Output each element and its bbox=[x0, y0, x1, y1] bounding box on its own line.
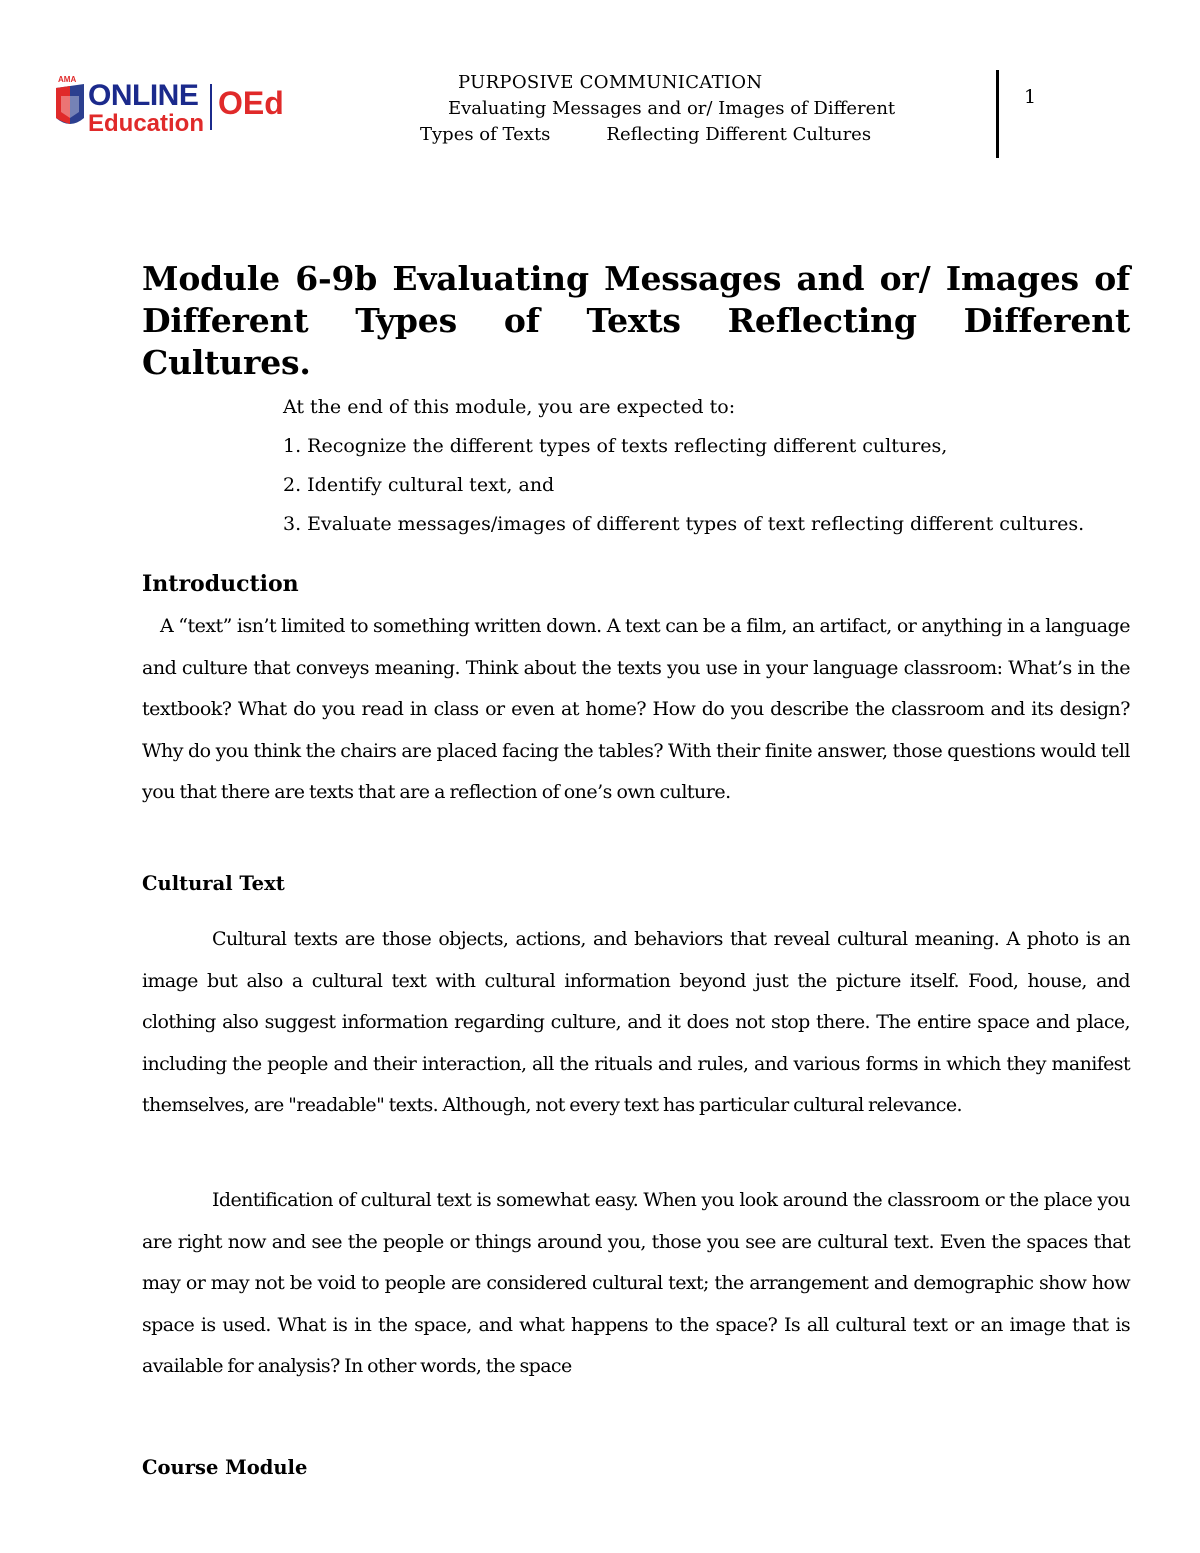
brand-top: ONLINE bbox=[88, 79, 199, 112]
shield-text: AMA bbox=[58, 75, 77, 84]
header-subtitle-line2 bbox=[420, 124, 871, 145]
online-education-logo bbox=[52, 72, 292, 136]
module-title: Module 6-9b Evaluating Messages and or/ Images of Different Types of Texts Reflecting Different Cultures. bbox=[142, 259, 1130, 382]
page-number: 1 bbox=[1024, 86, 1037, 108]
cultural-text-heading: Cultural Text bbox=[142, 872, 285, 895]
brand-bottom: Education bbox=[88, 110, 205, 136]
objective-item: 2. Identify cultural text, and bbox=[283, 474, 555, 496]
objectives-intro: At the end of this module, you are expected to: bbox=[283, 396, 736, 418]
introduction-paragraph: A “text” isn’t limited to something written down. A text can be a film, an artifact, or anything in a language and culture that conveys meaning. Think about the texts you use in your language classroom: What’s in the textbook? What do you read in class or even at home? How do you describe the classroom and its design? Why do you think the chairs are placed facing the tables? With their finite answer, those questions would tell you that there are texts that are a reflection of one’s own culture. bbox=[142, 615, 1130, 803]
brand-short: OEd bbox=[218, 85, 284, 121]
brand-divider bbox=[210, 84, 212, 130]
cultural-text-paragraph-2: Identification of cultural text is somewhat easy. When you look around the classroom or the place you are right now and see the people or things around you, those you see are cultural text. Even the spaces that may or may not be void to people are considered cultural text; the arrangement and demographic show how space is used. What is in the space, and what happens to the space? Is all cultural text or an image that is available for analysis? In other words, the space bbox=[142, 1189, 1130, 1377]
cultural-text-paragraph-1: Cultural texts are those objects, actions, and behaviors that reveal cultural meaning. A photo is an image but also a cultural text with cultural information beyond just the picture itself. Food, house, and clothing also suggest information regarding culture, and it does not stop there. The entire space and place, including the people and their interaction, all the rituals and rules, and various forms in which they manifest themselves, are "readable" texts. Although, not every text has particular cultural relevance. bbox=[142, 928, 1130, 1116]
objective-item: 1. Recognize the different types of texts reflecting different cultures, bbox=[283, 435, 948, 457]
footer-label: Course Module bbox=[142, 1456, 308, 1479]
introduction-heading: Introduction bbox=[142, 571, 299, 597]
learning-objectives bbox=[283, 392, 1084, 548]
shield-icon bbox=[56, 75, 84, 124]
header-divider bbox=[996, 70, 999, 158]
header-subtitle-right: Reflecting Different Cultures bbox=[606, 124, 872, 145]
objective-item: 3. Evaluate messages/images of different types of text reflecting different cultures. bbox=[283, 513, 1085, 535]
header-course: PURPOSIVE COMMUNICATION bbox=[458, 72, 763, 93]
header-subtitle-line1: Evaluating Messages and or/ Images of Different bbox=[448, 98, 896, 119]
header-subtitle-left: Types of Texts bbox=[420, 124, 551, 145]
